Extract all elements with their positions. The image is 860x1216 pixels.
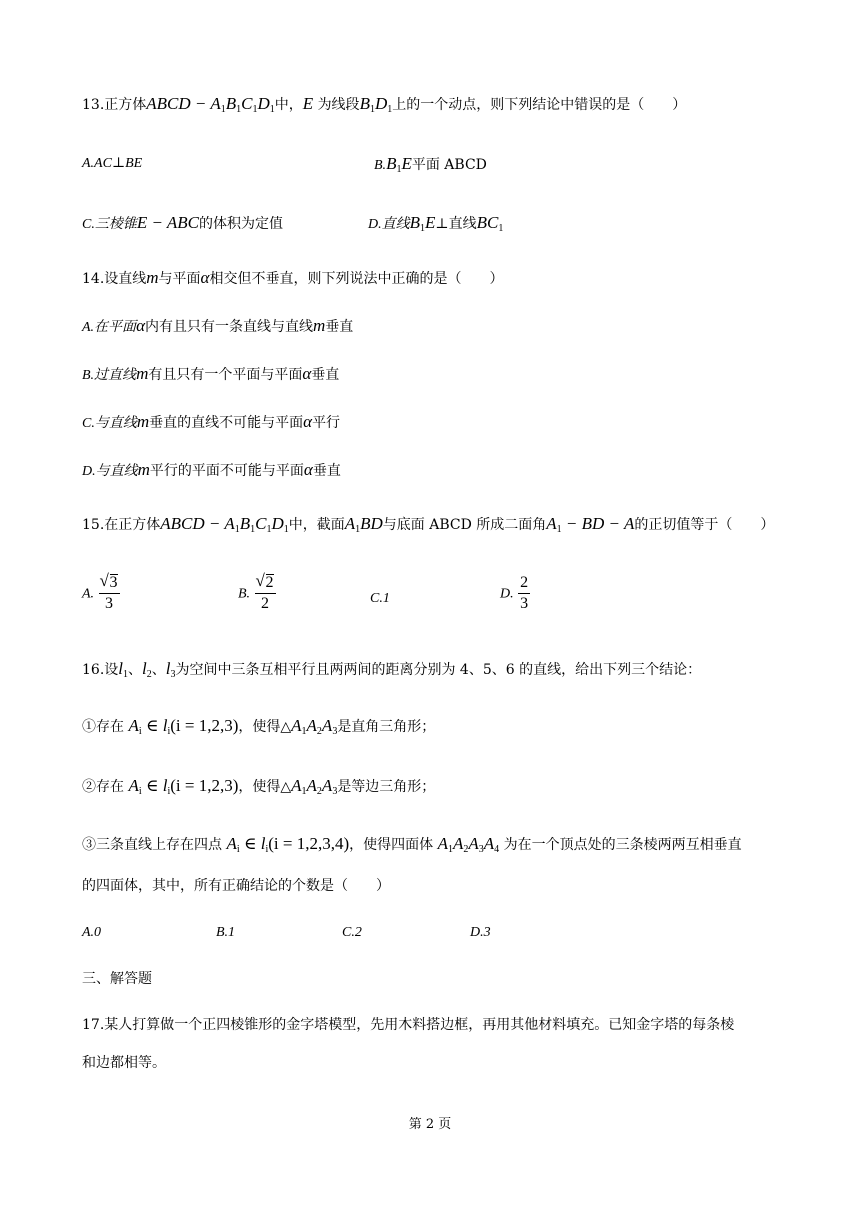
q16-statement-1: ①存在 $A_i$ ∈ $l_i(i = 1,2,3)$，使得$\triangle A_1A_2A_3$是直角三角形； — [82, 716, 436, 737]
q16-statement-3: ③三条直线上存在四点 $A_i$ ∈ $l_i(i = 1,2,3,4)$，使得四面体 $A_1A_2A_3A_4$ 为在一个顶点处的三条棱两两互相垂直 — [82, 834, 742, 855]
q15-option-d: D. $\frac{2}{3}$ — [500, 574, 529, 612]
q14-stem: 14.设直线m与平面α相交但不垂直，则下列说法中正确的是（ ） — [82, 268, 504, 287]
q13-option-a: A.AC⊥BE — [82, 156, 143, 171]
q13-option-b: $B.B_1E$平面 ABCD — [374, 154, 487, 175]
q14-option-b: B.过直线m有且只有一个平面与平面α垂直 — [82, 364, 340, 383]
q14-option-d: D.与直线m平行的平面不可能与平面α垂直 — [82, 460, 341, 479]
q15-option-a: A. √ $\frac{3}{3}$ — [82, 573, 120, 614]
q13-option-d: D.直线$B_1E\perp$直线$BC_1$ — [368, 213, 504, 234]
q16-stem: 16.设$l_1$、$l_2$、$l_3$为空间中三条互相平行且两两间的距离分别为 4、5、6 的直线，给出下列三个结论： — [82, 659, 702, 680]
q15-option-b: B. √ $\frac{2}{2}$ — [238, 573, 276, 614]
section-heading: 三、解答题 — [82, 971, 152, 987]
q16-option-d: D.3 — [470, 925, 491, 940]
q14-option-a: A.在平面α内有且只有一条直线与直线m垂直 — [82, 316, 354, 335]
q16-option-c: C.2 — [342, 925, 362, 940]
q14-option-c: C.与直线m垂直的直线不可能与平面α平行 — [82, 412, 341, 431]
q13-stem: 13.正方体ABCD − $A_1B_1C_1D_1$中，E 为线段$B_1D_1$上的一个动点，则下列结论中错误的是（ ） — [82, 94, 687, 115]
page-number: 第 2 页 — [408, 1117, 452, 1132]
q17-stem-line1: 17.某人打算做一个正四棱锥形的金字塔模型，先用木料搭边框，再用其他材料填充。已知金字塔的每条棱 — [82, 1017, 735, 1033]
q16-option-a: A.0 — [82, 925, 102, 940]
q13-option-c: C.三棱锥E − ABC的体积为定值 — [82, 213, 283, 232]
q15-option-c: C.1 — [370, 591, 390, 606]
q16-statement-3-continued: 的四面体，其中，所有正确结论的个数是（ ） — [82, 878, 390, 894]
q15-stem: 15.在正方体ABCD − $A_1B_1C_1D_1$中，截面$A_1BD$与底面 ABCD 所成二面角$A_1$ − BD − A的正切值等于（ ） — [82, 514, 775, 535]
q16-statement-2: ②存在 $A_i$ ∈ $l_i(i = 1,2,3)$，使得$\triangle A_1A_2A_3$是等边三角形； — [82, 776, 436, 797]
q16-option-b: B.1 — [216, 925, 236, 940]
q17-stem-line2: 和边都相等。 — [82, 1055, 166, 1071]
